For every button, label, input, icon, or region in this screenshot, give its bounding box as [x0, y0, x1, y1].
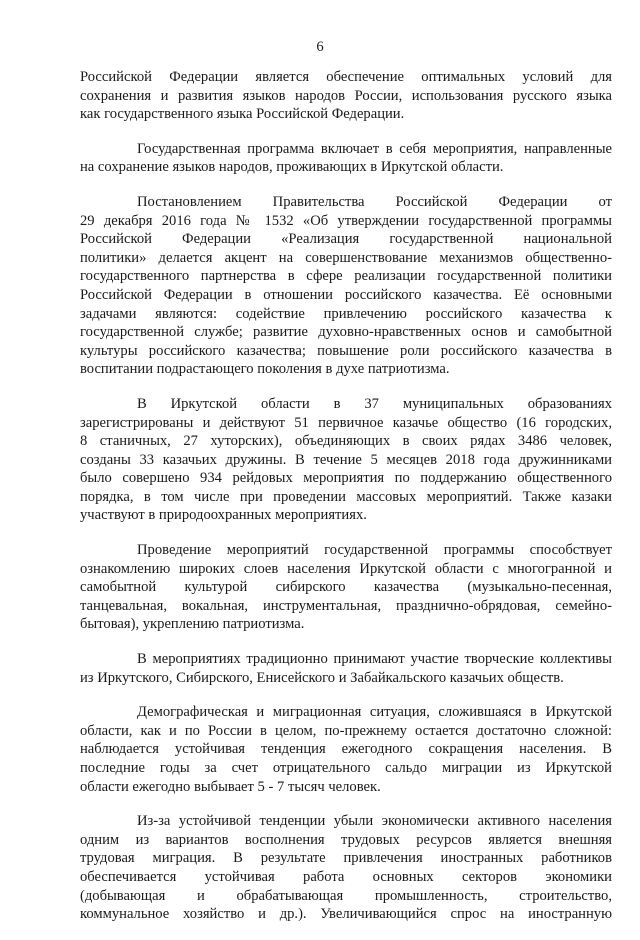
text-line: Постановлением Правительства Российской Федерации от — [137, 193, 612, 210]
text-line: Из-за устойчивой тенденции убыли экономически активного населения — [137, 813, 612, 830]
paragraph — [80, 812, 612, 924]
text-line: созданы 33 казачьих дружины. В течение 5 месяцев 2018 года дружинниками — [80, 451, 612, 468]
text-line: наблюдается устойчивая тенденция ежегодного сокращения населения. В — [80, 741, 612, 758]
text-line: зарегистрированы и действуют 51 первичное казачье общество (16 городских, — [80, 414, 612, 431]
paragraph — [80, 140, 612, 177]
paragraph — [80, 650, 612, 687]
text-line: на сохранение языков народов, проживающих в Иркутской области. — [80, 159, 504, 176]
paragraph — [80, 193, 612, 379]
text-line: В Иркутской области в 37 муниципальных образованиях — [137, 395, 612, 412]
text-line: области, как и по России в целом, по-прежнему остается достаточно сложной: — [80, 722, 612, 739]
text-line: воспитании подрастающего поколения в духе патриотизма. — [80, 361, 450, 378]
paragraph — [80, 541, 612, 634]
text-line: задачами являются: содействие привлечению российского казачества к — [80, 305, 612, 322]
text-line: 29 декабря 2016 года № 1532 «Об утверждении государственной программы — [80, 212, 612, 229]
text-line: В мероприятиях традиционно принимают участие творческие коллективы — [137, 651, 612, 668]
text-line: Российской Федерации в отношении российского казачества. Её основными — [80, 286, 612, 303]
text-line: танцевальная, вокальная, инструментальная, празднично-обрядовая, семейно- — [80, 597, 612, 614]
text-line: политики» делается акцент на совершенствование механизмов общественно- — [80, 249, 612, 266]
text-line: участвуют в природоохранных мероприятиях. — [80, 507, 367, 524]
text-line: было совершено 934 рейдовых мероприятия по поддержанию общественного — [80, 470, 612, 487]
text-line: Проведение мероприятий государственной программы способствует — [137, 542, 612, 559]
text-line: (добывающая и обрабатывающая промышленность, строительство, — [80, 887, 612, 904]
text-line: области ежегодно выбывает 5 - 7 тысяч человек. — [80, 778, 381, 795]
paragraph — [80, 395, 612, 525]
text-line: порядка, в том числе при проведении массовых мероприятий. Также казаки — [80, 488, 612, 505]
text-line: одним из вариантов восполнения трудовых ресурсов является внешняя — [80, 831, 612, 848]
text-line: государственного партнерства в сфере реализации государственной политики — [80, 268, 612, 285]
text-line: как государственного языка Российской Федерации. — [80, 106, 405, 123]
page-number: 6 — [316, 39, 324, 55]
text-line: бытовая), укреплению патриотизма. — [80, 616, 305, 633]
text-line: Государственная программа включает в себя мероприятия, направленные — [137, 140, 612, 157]
text-line: обеспечивается устойчивая работа основных секторов экономики — [80, 868, 612, 885]
text-line: коммунальное хозяйство и др.). Увеличивающийся спрос на иностранную — [80, 906, 612, 923]
text-line: сохранения и развития языков народов России, использования русского языка — [80, 87, 612, 104]
text-line: 8 станичных, 27 хуторских), объединяющих в своих рядах 3486 человек, — [80, 433, 612, 450]
text-line: Российской Федерации является обеспечение оптимальных условий для — [80, 69, 612, 85]
paragraph — [80, 68, 612, 124]
document-body — [80, 68, 612, 940]
text-line: Демографическая и миграционная ситуация, сложившаяся в Иркутской — [137, 704, 612, 721]
text-line: государственной службе; развитие духовно-нравственных основ и самобытной — [80, 324, 612, 341]
paragraph — [80, 703, 612, 796]
text-line: культуры российского казачества; повышение роли российского казачества в — [80, 342, 612, 359]
text-line: последние годы за счет отрицательного сальдо миграции из Иркутской — [80, 760, 612, 776]
text-line: самобытной культурой сибирского казачества (музыкально-песенная, — [80, 579, 612, 596]
text-line: из Иркутского, Сибирского, Енисейского и Забайкальского казачьих обществ. — [80, 669, 564, 686]
text-line: ознакомлению широких слоев населения Иркутской области с многогранной и — [80, 560, 612, 577]
text-line: Российской Федерации «Реализация государственной национальной — [80, 231, 612, 248]
text-line: трудовая миграция. В результате привлечения иностранных работников — [80, 850, 612, 867]
